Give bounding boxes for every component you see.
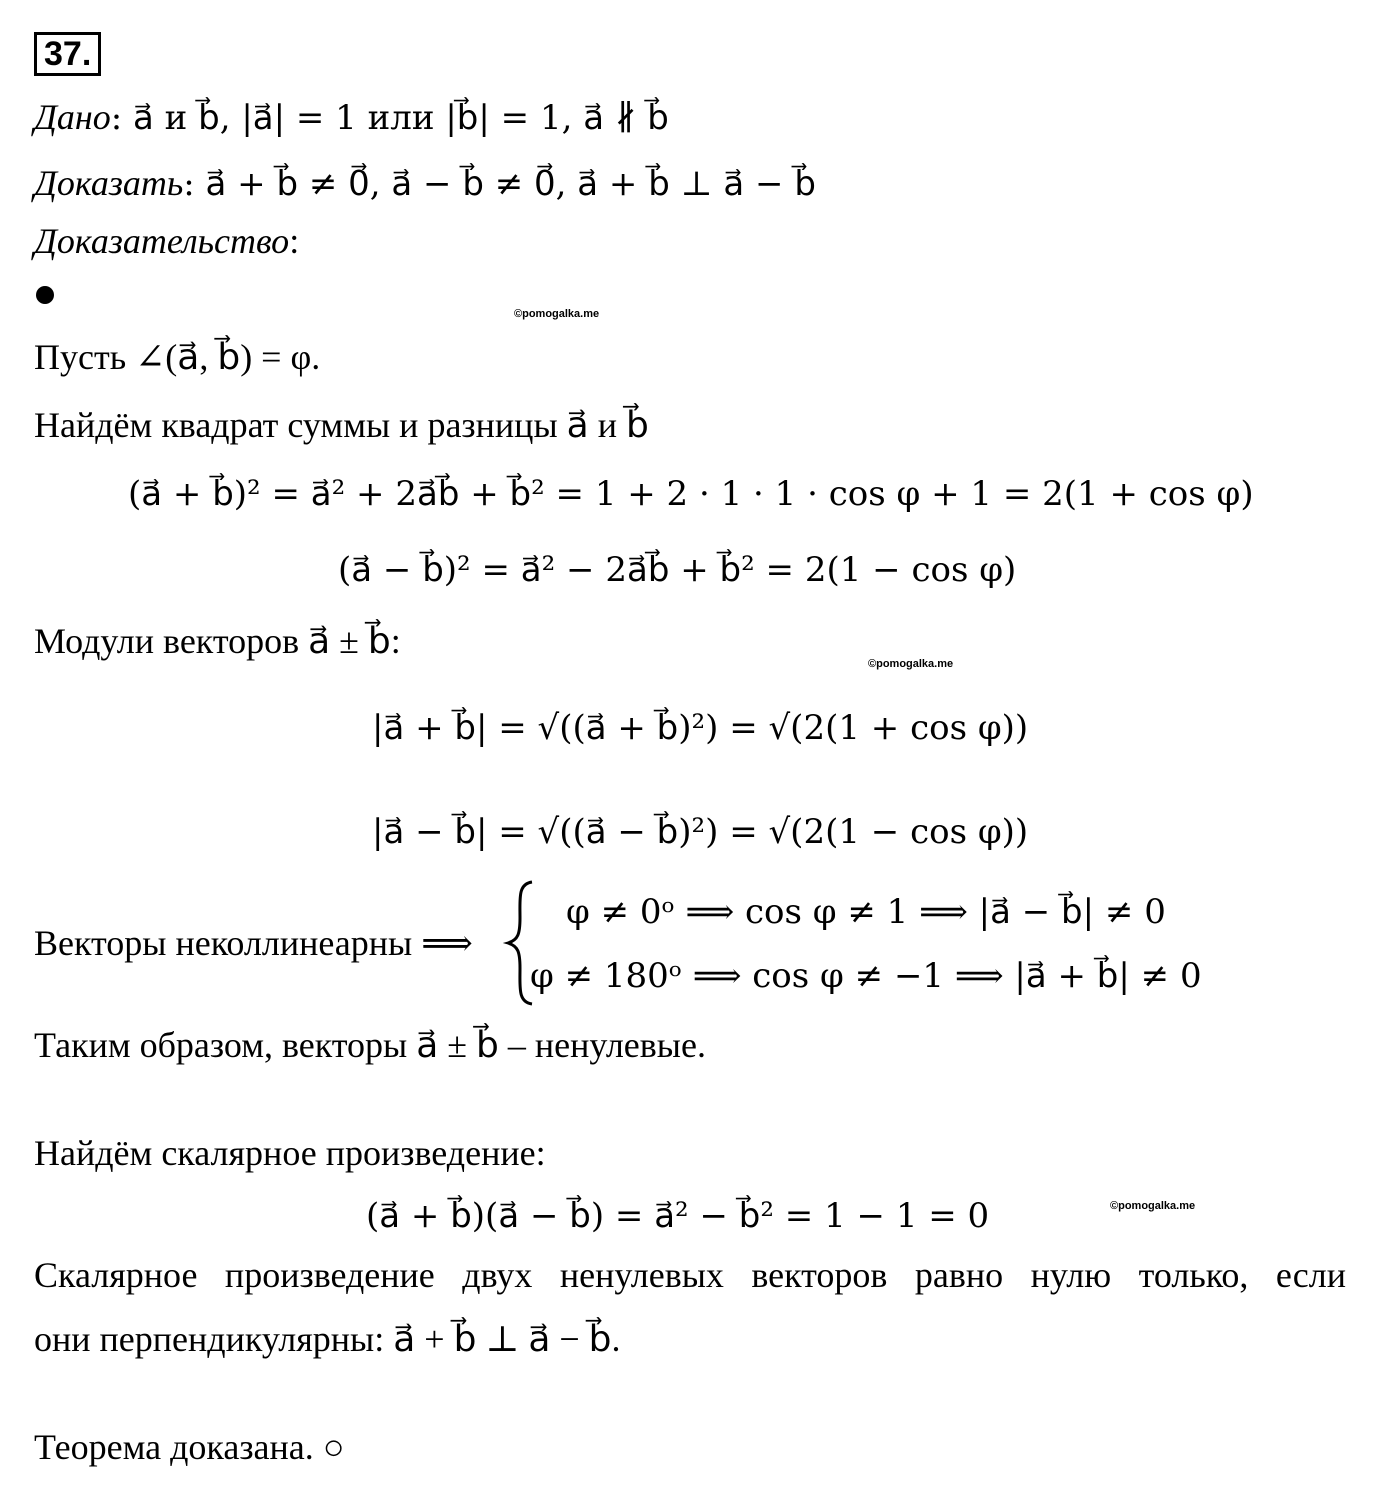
proof-heading	[34, 220, 299, 262]
watermark: ©pomogalka.me	[1110, 1200, 1196, 1212]
diff-square-equation: (a⃗ − b⃗)² = a⃗² − 2a⃗b⃗ + b⃗² = 2(1 − cos φ)	[338, 550, 1017, 590]
case-two: φ ≠ 180ᵒ ⟹ cos φ ≠ −1 ⟹ |a⃗ + b⃗| ≠ 0	[530, 956, 1202, 996]
dot-product-equation: (a⃗ + b⃗)(a⃗ − b⃗) = a⃗² − b⃗² = 1 − 1 = 0	[366, 1196, 990, 1236]
proof-colon: :	[289, 221, 300, 261]
watermark: ©pomogalka.me	[514, 308, 600, 320]
given-text: : a⃗ и b⃗, |a⃗| = 1 или |b⃗| = 1, a⃗ ∦ b⃗	[110, 98, 669, 138]
proof-label: Доказательство	[34, 221, 290, 261]
given-line	[34, 96, 669, 138]
mod-sum-equation: |a⃗ + b⃗| = √((a⃗ + b⃗)²) = √(2(1 + cos φ))	[372, 708, 1029, 748]
thus-line: Таким образом, векторы a⃗ ± b⃗ – ненулевые.	[34, 1025, 706, 1065]
bullet-marker	[36, 286, 54, 304]
let-angle-line: Пусть ∠(a⃗, b⃗) = φ.	[34, 337, 321, 377]
prove-line	[34, 162, 816, 204]
noncollinear-line: Векторы неколлинеарны ⟹	[34, 923, 473, 963]
problem-number: 37.	[34, 32, 101, 76]
find-square-line: Найдём квадрат суммы и разницы a⃗ и b⃗	[34, 405, 649, 445]
given-label: Дано	[34, 97, 111, 137]
prove-text: : a⃗ + b⃗ ≠ 0⃗, a⃗ − b⃗ ≠ 0⃗, a⃗ + b⃗ ⊥ a⃗ − b⃗	[183, 164, 816, 204]
watermark: ©pomogalka.me	[868, 658, 954, 670]
conclusion-line-1: Скалярное произведение двух ненулевых векторов равно нулю только, если	[34, 1255, 1346, 1295]
prove-label: Доказать	[34, 163, 184, 203]
moduli-line: Модули векторов a⃗ ± b⃗:	[34, 621, 401, 661]
conclusion-line-2: они перпендикулярны: a⃗ + b⃗ ⊥ a⃗ − b⃗.	[34, 1319, 621, 1359]
case-one: φ ≠ 0ᵒ ⟹ cos φ ≠ 1 ⟹ |a⃗ − b⃗| ≠ 0	[566, 892, 1166, 932]
sum-square-equation: (a⃗ + b⃗)² = a⃗² + 2a⃗b⃗ + b⃗² = 1 + 2 · 1 · 1 · cos φ + 1 = 2(1 + cos φ)	[128, 474, 1254, 514]
qed-line: Теорема доказана. ○	[34, 1427, 345, 1467]
find-dot-line: Найдём скалярное произведение:	[34, 1133, 546, 1173]
mod-diff-equation: |a⃗ − b⃗| = √((a⃗ − b⃗)²) = √(2(1 − cos φ))	[372, 812, 1029, 852]
